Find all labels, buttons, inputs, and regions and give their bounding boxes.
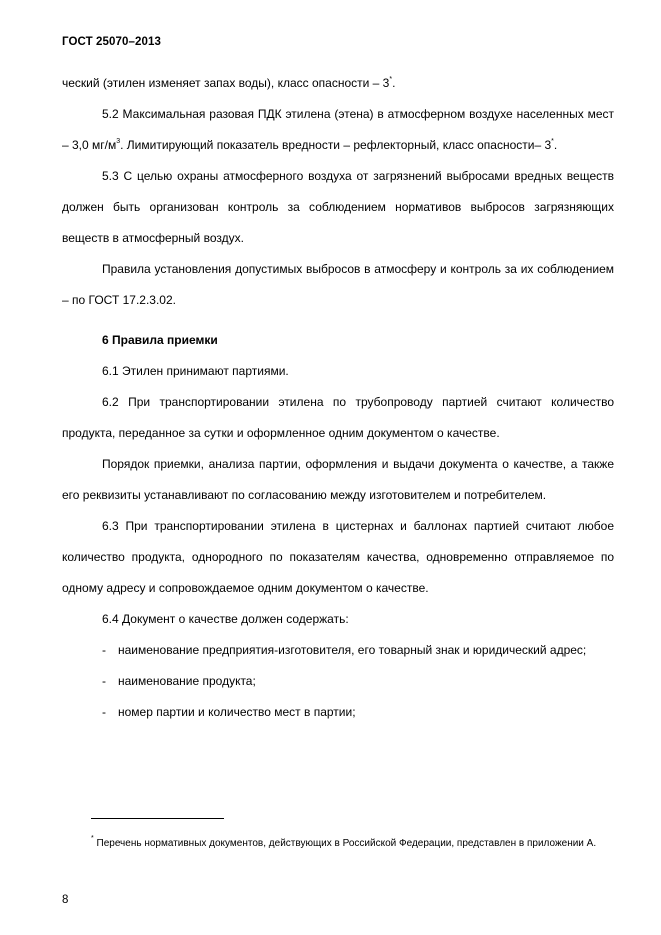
footnote-ref: *	[389, 76, 393, 83]
paragraph-text: ческий (этилен изменяет запах воды), класс опасности – 3	[62, 76, 390, 90]
footnote-ref: *	[551, 138, 554, 145]
list-item-text: наименование предприятия-изготовителя, его товарный знак и юридический адрес;	[118, 643, 587, 657]
paragraph-end: .	[553, 138, 558, 152]
list-item	[62, 697, 614, 728]
footnote-divider	[91, 818, 224, 819]
body-text	[62, 68, 614, 728]
superscript-3: 3	[116, 138, 121, 145]
page-number: 8	[62, 894, 69, 906]
footnote-text	[62, 834, 614, 854]
list-dash: -	[102, 705, 106, 719]
paragraph-6-2: 6.2 При транспортировании этилена по трубопроводу партией считают количество продукта, переданное за сутки и оформленное одним документом о качестве.	[62, 395, 614, 440]
list-dash: -	[102, 674, 106, 688]
footnote	[62, 834, 614, 854]
footnote-mark: *	[91, 835, 94, 842]
paragraph-acceptance-procedure: Порядок приемки, анализа партии, оформления и выдачи документа о качестве, а также его реквизиты устанавливают по согласованию между изготовителем и потребителем.	[62, 457, 614, 502]
paragraph-continuation	[62, 68, 614, 99]
list-item-text: наименование продукта;	[118, 674, 256, 688]
paragraph-5-3: 5.3 С целью охраны атмосферного воздуха от загрязнений выбросами вредных веществ должен быть организован контроль за соблюдением нормативов выбросов загрязняющих веществ в атмосферный воздух.	[62, 169, 614, 245]
paragraph-6-4: 6.4 Документ о качестве должен содержать:	[102, 612, 349, 626]
list-item-text: номер партии и количество мест в партии;	[118, 705, 356, 719]
section-title: 6 Правила приемки	[102, 333, 218, 347]
list-item	[62, 666, 614, 697]
paragraph-6-3: 6.3 При транспортировании этилена в цистернах и баллонах партией считают любое количество продукта, однородного по показателям качества, одновременно отправляемое по одному адресу и сопровождаемое одним документом о качестве.	[62, 519, 614, 595]
paragraph-emission-rules: Правила установления допустимых выбросов в атмосферу и контроль за их соблюдением – по ГОСТ 17.2.3.02.	[62, 262, 614, 307]
footnote-body: Перечень нормативных документов, действующих в Российской Федерации, представлен в приложении А.	[93, 838, 597, 849]
list-dash: -	[102, 643, 106, 657]
paragraph-text: 5.2 Максимальная разовая ПДК этилена (этена) в атмосферном воздухе населенных мест – 3,0 мг/м	[62, 107, 614, 152]
paragraph-text: . Лимитирующий показатель вредности – рефлекторный, класс опасности– 3	[120, 138, 552, 152]
document-header: ГОСТ 25070–2013	[62, 36, 162, 48]
paragraph-6-1: 6.1 Этилен принимают партиями.	[102, 364, 289, 378]
paragraph-end: .	[392, 76, 396, 90]
paragraph-5-2	[62, 99, 614, 161]
list-item	[62, 635, 614, 666]
